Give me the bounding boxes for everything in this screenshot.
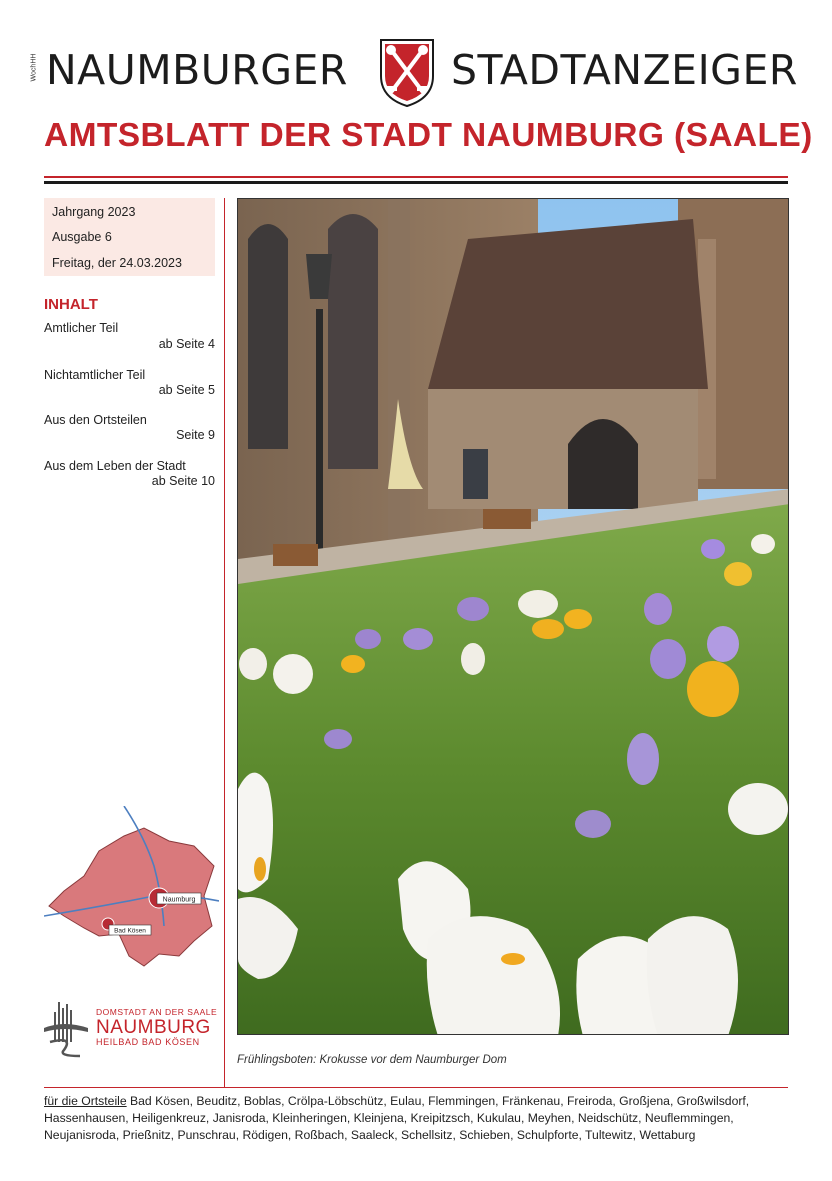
masthead-right: STADTANZEIGER (451, 46, 798, 94)
crocus-photo (238, 199, 789, 1035)
ortsteile-list (44, 1093, 792, 1144)
toc-item-page: ab Seite 5 (158, 383, 215, 397)
issue-date: Freitag, der 24.03.2023 (52, 256, 182, 270)
divider-red (44, 176, 788, 178)
ortsteile-places: Bad Kösen, Beuditz, Boblas, Crölpa-Löbschütz, Eulau, Flemmingen, Fränkenau, Freiroda, Großjena, Großwilsdorf, Hassenhausen, Heiligenkreuz, Janisroda, Kleinheringen, Kleinjena, Kreipitzsch, Kukulau, Meyhen, Neidschütz, Neuflemmingen, Neujanisroda, Prießnitz, Punschrau, Rödigen, Roßbach, Saaleck, Schellsitz, Schieben, Schulpforte, Tultewitz, Wettaburg (44, 1094, 750, 1142)
toc-item-label[interactable]: Aus den Ortsteilen (44, 413, 147, 427)
naumburg-crest-icon (377, 36, 437, 108)
map-label-bad-koesen: Bad Kösen (114, 927, 146, 935)
map-label-naumburg: Naumburg (162, 896, 196, 904)
issue-jahrgang: Jahrgang 2023 (52, 205, 136, 219)
side-tag: WochHH (30, 53, 38, 82)
toc-item-page: Seite 9 (176, 428, 215, 442)
divider-black (44, 181, 788, 184)
column-divider (224, 198, 225, 1088)
naumburg-city-logo (44, 998, 224, 1058)
toc-item-page: ab Seite 10 (151, 474, 215, 488)
toc-item-label[interactable]: Amtlicher Teil (44, 321, 119, 335)
issue-info-box (44, 198, 215, 276)
ortsteile-lead: für die Ortsteile (44, 1094, 127, 1108)
district-map (44, 806, 219, 976)
logo-line2: NAUMBURG (96, 1017, 211, 1038)
toc-title: INHALT (44, 296, 98, 313)
logo-line1: DOMSTADT AN DER SAALE (96, 1007, 218, 1017)
logo-line3: HEILBAD BAD KÖSEN (96, 1037, 200, 1047)
photo-caption: Frühlingsboten: Krokusse vor dem Naumburger Dom (237, 1054, 507, 1066)
toc-item-label[interactable]: Aus dem Leben der Stadt (44, 459, 186, 473)
toc-item-label[interactable]: Nichtamtlicher Teil (44, 368, 146, 382)
masthead-left: NAUMBURGER (46, 46, 348, 94)
issue-ausgabe: Ausgabe 6 (52, 230, 112, 244)
cover-photo (237, 198, 789, 1035)
footer-divider (44, 1087, 788, 1088)
toc-item-page: ab Seite 4 (158, 337, 215, 351)
page-subtitle: AMTSBLATT DER STADT NAUMBURG (SAALE) (44, 117, 813, 154)
